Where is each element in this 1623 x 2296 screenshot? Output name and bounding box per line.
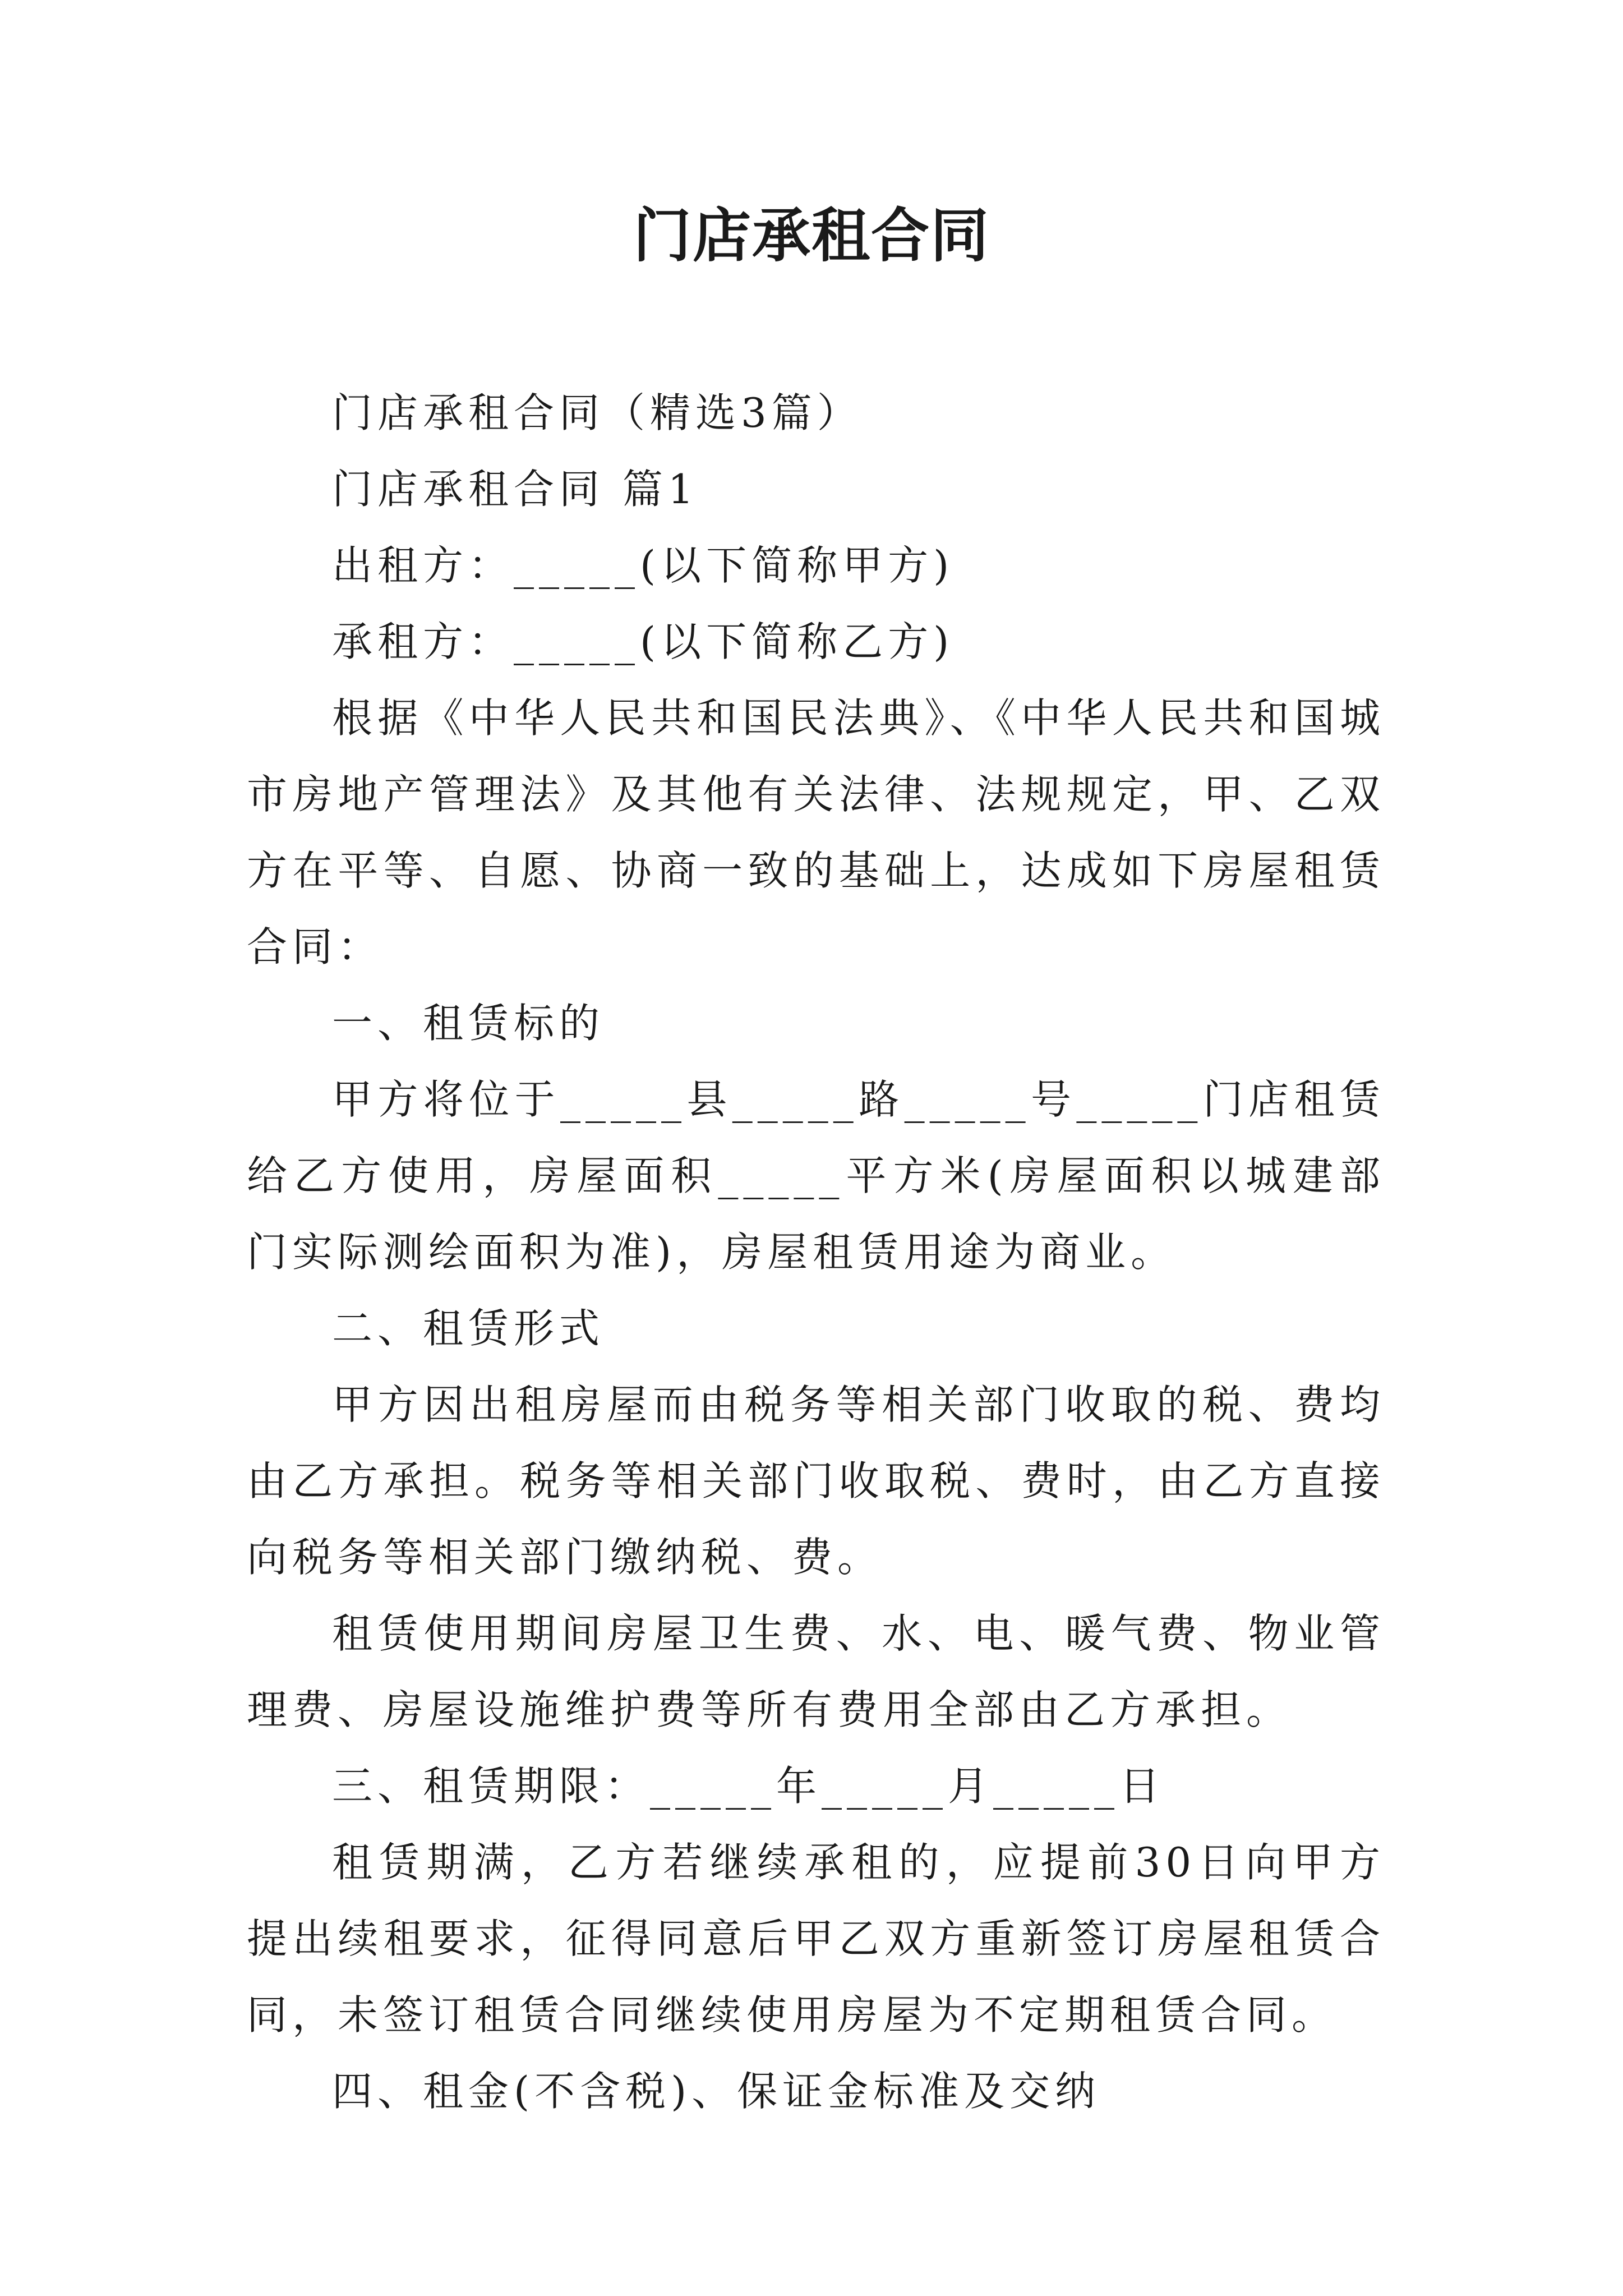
preamble-paragraph: 根据《中华人民共和国民法典》、《中华人民共和国城市房地产管理法》及其他有关法律、法规规定，甲、乙双方在平等、自愿、协商一致的基础上，达成如下房屋租赁合同： <box>247 694 1385 970</box>
clause-paragraph: 甲方因出租房屋而由税务等相关部门收取的税、费均由乙方承担。税务等相关部门收取税、费时，由乙方直接向税务等相关部门缴纳税、费。 <box>247 1381 1385 1581</box>
document-body <box>247 375 1385 2129</box>
clause-heading: 二、租赁形式 <box>332 1305 605 1352</box>
clause-heading: 四、租金(不含税)、保证金标准及交纳 <box>332 2068 1101 2115</box>
lessee-line: 承租方：_____(以下简称乙方) <box>332 618 955 665</box>
section-heading: 门店承租合同 篇1 <box>332 466 699 513</box>
clause-paragraph: 租赁使用期间房屋卫生费、水、电、暖气费、物业管理费、房屋设施维护费等所有费用全部由乙方承担。 <box>247 1610 1385 1733</box>
clause-heading: 三、租赁期限：_____年_____月_____日 <box>332 1763 1165 1810</box>
clause-heading: 一、租赁标的 <box>332 1000 605 1047</box>
clause-paragraph: 租赁期满，乙方若继续承租的，应提前30日向甲方提出续租要求，征得同意后甲乙双方重新签订房屋租赁合同，未签订租赁合同继续使用房屋为不定期租赁合同。 <box>247 1839 1385 2039</box>
document-title: 门店承租合同 <box>633 201 990 270</box>
lessor-line: 出租方：_____(以下简称甲方) <box>332 542 955 589</box>
clause-paragraph: 甲方将位于_____县_____路_____号_____门店租赁给乙方使用，房屋面积_____平方米(房屋面积以城建部门实际测绘面积为准)，房屋租赁用途为商业。 <box>247 1076 1385 1276</box>
doc-subtitle: 门店承租合同（精选3篇） <box>332 389 863 436</box>
